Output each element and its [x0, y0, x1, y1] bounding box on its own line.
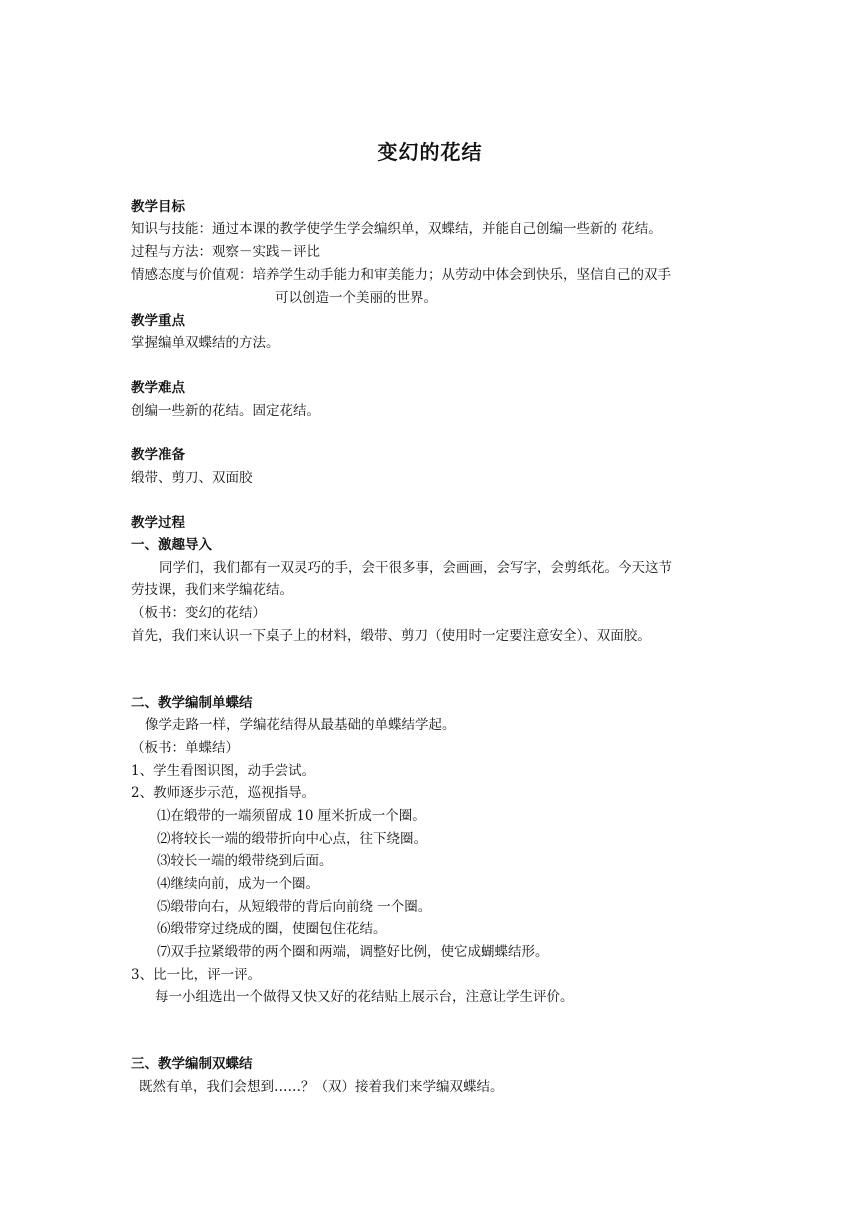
sub-step-5: ⑸缎带向右，从短缎带的背后向前绕 一个圈。: [157, 899, 432, 915]
section-heading-intro: 一、激趣导入: [131, 537, 212, 553]
paragraph-key-points: 掌握编单双蝶结的方法。: [131, 335, 280, 351]
sub-step-6: ⑹缎带穿过绕成的圈，使圈包住花结。: [157, 921, 387, 937]
heading-teaching-process: 教学过程: [131, 515, 185, 531]
list-item-step-3: 3、比一比，评一评。: [131, 967, 262, 983]
paragraph-single-bow-intro: 像学走路一样，学编花结得从最基础的单蝶结学起。: [145, 717, 456, 733]
sub-step-1: ⑴在缎带的一端须留成 10 厘米折成一个圈。: [157, 808, 426, 824]
paragraph-process-method: 过程与方法：观察－实践－评比: [131, 244, 320, 260]
paragraph-double-bow-intro: 既然有单，我们会想到……？（双）接着我们来学编双蝶结。: [139, 1079, 504, 1095]
sub-step-4: ⑷继续向前，成为一个圈。: [157, 876, 319, 892]
board-note-single-bow: （板书：单蝶结）: [131, 740, 239, 756]
paragraph-knowledge-skills: 知识与技能：通过本课的教学使学生学会编织单，双蝶结，并能自己创编一些新的 花结。: [131, 221, 662, 237]
sub-step-3: ⑶较长一端的缎带绕到后面。: [157, 853, 333, 869]
paragraph-preparation: 缎带、剪刀、双面胶: [131, 470, 253, 486]
list-item-step-2: 2、教师逐步示范，巡视指导。: [131, 785, 316, 801]
sub-step-2: ⑵将较长一端的缎带折向中心点，往下绕圈。: [157, 831, 427, 847]
heading-teaching-goals: 教学目标: [131, 199, 185, 215]
section-heading-double-bow: 三、教学编制双蝶结: [131, 1056, 253, 1072]
paragraph-intro-cont: 劳技课，我们来学编花结。: [131, 582, 293, 598]
paragraph-materials: 首先，我们来认识一下桌子上的材料，缎带、剪刀（使用时一定要注意安全）、双面胶。: [131, 628, 651, 644]
paragraph-difficult-points: 创编一些新的花结。固定花结。: [131, 403, 320, 419]
sub-step-7: ⑺双手拉紧缎带的两个圈和两端，调整好比例，使它成蝴蝶结形。: [157, 944, 549, 960]
document-title: 变幻的花结: [377, 140, 483, 164]
heading-key-points: 教学重点: [131, 313, 185, 329]
paragraph-evaluation: 每一小组选出一个做得又快又好的花结贴上展示台，注意让学生评价。: [155, 989, 574, 1005]
board-note-title: （板书：变幻的花结）: [131, 605, 266, 621]
heading-difficult-points: 教学难点: [131, 380, 185, 396]
paragraph-intro: 同学们，我们都有一双灵巧的手，会干很多事，会画画，会写字，会剪纸花。今天这节: [159, 560, 672, 576]
list-item-step-1: 1、学生看图识图，动手尝试。: [131, 763, 316, 779]
paragraph-attitude-values: 情感态度与价值观：培养学生动手能力和审美能力；从劳动中体会到快乐，坚信自己的双手: [131, 267, 671, 283]
heading-preparation: 教学准备: [131, 447, 185, 463]
section-heading-single-bow: 二、教学编制单蝶结: [131, 695, 253, 711]
paragraph-attitude-values-cont: 可以创造一个美丽的世界。: [275, 290, 437, 306]
